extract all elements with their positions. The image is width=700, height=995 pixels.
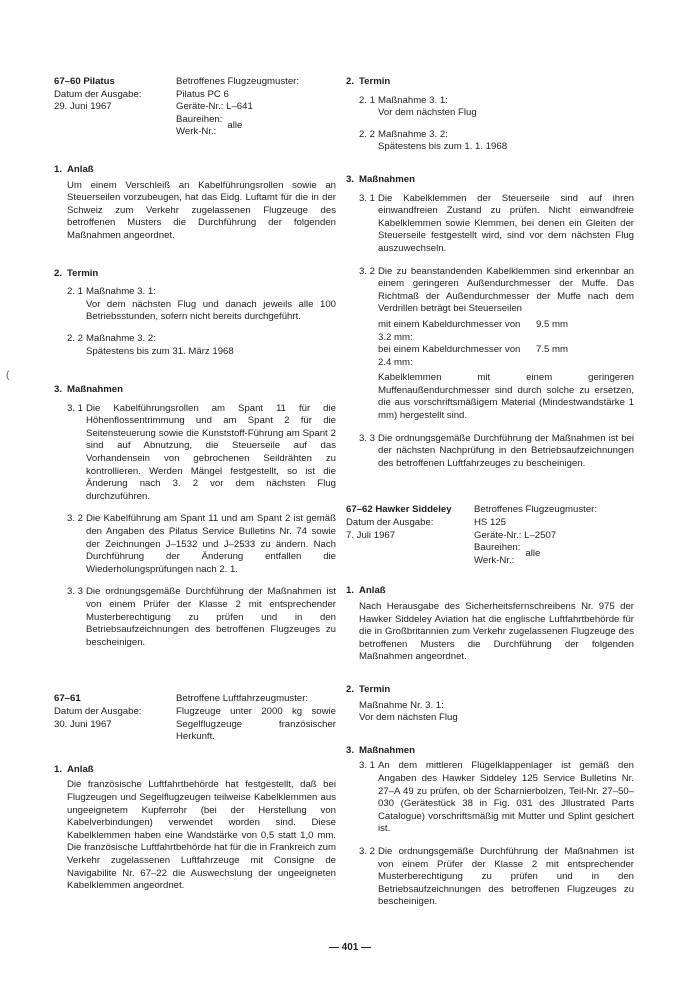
measure-text: Die ordnungsgemäße Durchführung der Maßnahmen ist von einem Prüfer der Klasse 2 mit entsprechender Musterberechtigung zu prüfen und in den Betriebsaufzeichnungen des betroffenen Flugzeuges zu bescheinigen. — [378, 845, 634, 908]
issue-date: 29. Juni 1967 — [54, 101, 112, 113]
alle-value: alle — [227, 119, 243, 131]
dimension-label: mit einem Kabeldurchmesser von 3.2 mm: — [378, 318, 521, 343]
measure-number: 3. 1 — [67, 402, 84, 414]
baureihen-label: Baureihen: — [176, 113, 223, 125]
aircraft-model: HS 125 — [474, 517, 506, 529]
aircraft-label: Betroffene Luftfahrzeugmuster: — [176, 693, 309, 705]
issue-label: Datum der Ausgabe: — [346, 517, 434, 529]
section-number: 2. — [346, 683, 355, 695]
subsection — [54, 286, 336, 299]
subsection — [346, 95, 634, 108]
werk-label: Werk-Nr.: — [474, 554, 515, 566]
ad-6761-id: 67–61 — [54, 693, 81, 705]
measure-text: Kabelklemmen mit einem geringeren Muffenaußendurchmesser sind durch solche zu ersetzen, die aus vorschriftsmäßigem Material (Mindestwandstärke 1 mm) hergestellt sind. — [378, 372, 634, 422]
section-text: Nach Herausgabe des Sicherheitsfernschreibens Nr. 975 der Hawker Siddeley Aviation hat die englische Luftfahrtbehörde für die in Großbritannien zum Verkehr zugelassenen Flugzeuge des betroffenen Musters die Durchführung der folgenden Maßnahmen angeordnet. — [359, 601, 634, 663]
section-number: 3. — [54, 384, 63, 396]
dimension-value: 7.5 mm — [536, 344, 568, 356]
section-heading — [54, 384, 336, 397]
section-heading — [54, 164, 336, 177]
measure-text: Die Kabelklemmen der Steuerseile sind auf ihren einwandfreien Zustand zu prüfen. Nicht einwandfreie Kabelklemmen sowie Klemmen, bei denen ein Gleiten der Steuerseile festgestellt wird, sind vor dem nächsten Flug auszuwechseln. — [378, 192, 634, 254]
section-title: Termin — [359, 76, 391, 87]
section-number: 1. — [54, 163, 63, 175]
subsection-text: Vor dem nächsten Flug — [378, 107, 477, 119]
section-title: Maßnahmen — [359, 173, 415, 185]
measure-item — [346, 846, 634, 909]
measure-number: 3. 2 — [359, 265, 376, 277]
aircraft-label: Betroffenes Flugzeugmuster: — [474, 504, 598, 516]
measure-text: Die ordnungsgemäße Durchführung der Maßnahmen ist bei der nächsten Nachprüfung in den Betriebsaufzeichnungen des betroffenen Luftfahrzeuges zu bescheinigen. — [378, 432, 634, 469]
section-number: 1. — [346, 585, 355, 597]
issue-label: Datum der Ausgabe: — [54, 88, 142, 100]
subsection-title: Maßnahme 3. 2: — [86, 332, 156, 344]
section-title: Anlaß — [359, 585, 386, 597]
measure-item — [346, 193, 634, 256]
aircraft-model: Flugzeuge unter 2000 kg sowie Segelflugzeuge französischer Herkunft. — [176, 705, 336, 743]
subsection-number: 2. 1 — [67, 286, 84, 298]
section-title: Termin — [359, 683, 391, 695]
measure-item — [54, 513, 336, 576]
measure-item — [346, 760, 634, 836]
section-number: 3. — [346, 744, 355, 756]
measure-number: 3. 1 — [359, 760, 376, 772]
subsection-number: 2. 1 — [359, 94, 376, 106]
section-number: 1. — [54, 763, 63, 775]
subsection-number: 2. 2 — [359, 128, 376, 140]
section-title: Anlaß — [67, 763, 94, 775]
ad-6762-id: 67–62 Hawker Siddeley — [346, 504, 452, 516]
measure-text: An dem mittleren Flügelklappenlager ist gemäß den Angaben des Hawker Siddeley 125 Service Bulletins Nr. 27–A 49 zu prüfen, ob der Scharnierbolzen, Teil-Nr. 27–50–030 (Gerätestück 38 in Fig. 031 des Jllustrated Parts Catalogue) vorschriftsmäßig mit Mutter und Splint gesichert ist. — [378, 760, 634, 835]
dimension-label: bei einem Kabeldurchmesser von 2.4 mm: — [378, 344, 521, 368]
subsection-title: Maßnahme 3. 2: — [378, 128, 448, 140]
subsection-text: Spätestens bis zum 1. 1. 1968 — [378, 141, 508, 153]
aircraft-label: Betroffenes Flugzeugmuster: — [176, 76, 300, 87]
section-heading — [346, 174, 634, 187]
section-heading — [346, 76, 634, 89]
section-number: 2. — [54, 267, 63, 279]
measure-item — [346, 433, 634, 471]
section-title: Maßnahmen — [359, 744, 415, 756]
section-title: Termin — [67, 267, 99, 279]
ad-6760-header — [54, 76, 336, 139]
section-heading — [54, 268, 336, 281]
werk-label: Werk-Nr.: — [176, 126, 217, 138]
subsection-title: Maßnahme Nr. 3. 1: — [359, 699, 444, 711]
section-heading — [54, 764, 336, 777]
measure-item — [54, 403, 336, 504]
ad-6762-header — [346, 504, 634, 567]
subsection-text: Vor dem nächsten Flug — [359, 712, 458, 724]
dimension-value: 9.5 mm — [536, 318, 568, 330]
measure-number: 3. 3 — [67, 586, 84, 598]
measure-number: 3. 3 — [359, 432, 376, 444]
dimension-row — [346, 344, 634, 369]
issue-date: 7. Juli 1967 — [346, 529, 396, 541]
measure-item — [54, 586, 336, 649]
subsection — [54, 333, 336, 346]
margin-mark: ( — [6, 370, 10, 381]
right-column — [346, 76, 634, 909]
ad-6761-header — [54, 693, 336, 743]
aircraft-model: Pilatus PC 6 — [176, 88, 229, 100]
ad-6760-id: 67–60 Pilatus — [54, 76, 115, 87]
section-heading — [346, 585, 634, 598]
measure-text: Die zu beanstandenden Kabelklemmen sind erkennbar an einem geringeren Außendurchmesser der Muffe. Das Richtmaß der Außendurchmesser der Muffe nach dem Verdrillen beträgt bei Steuerseilen — [378, 265, 634, 315]
section-number: 3. — [346, 173, 355, 185]
geraete-nr: Geräte-Nr.: L–2507 — [474, 529, 557, 541]
section-title: Maßnahmen — [67, 384, 123, 396]
section-heading — [346, 745, 634, 758]
subsection-title: Maßnahme 3. 1: — [378, 94, 448, 106]
section-number: 2. — [346, 76, 355, 87]
baureihen-label: Baureihen: — [474, 542, 521, 554]
dimension-row — [346, 319, 634, 344]
section-text: Um einem Verschleiß an Kabelführungsrollen sowie an Steuerseilen vorzubeugen, hat das Eidg. Luftamt für die in der Schweiz zum Verkehr zugelassenen Flugzeuge des betroffenen Musters die Durchführung der folgenden Maßnahmen angeordnet. — [67, 179, 336, 241]
geraete-nr: Geräte-Nr.: L–641 — [176, 101, 253, 113]
left-column — [54, 76, 336, 893]
alle-value: alle — [525, 548, 541, 560]
page-number: — 401 — — [328, 942, 372, 953]
measure-number: 3. 1 — [359, 192, 376, 204]
issue-date: 30. Juni 1967 — [54, 718, 112, 730]
section-text: Die französische Luftfahrtbehörde hat festgestellt, daß bei Flugzeugen und Segelflugzeugen teilweise Kabelklemmen aus ungeeignetem Kupferrohr (bei der Herstellung von Kabelverbindungen) verwendet worden sind. Diese Kabelklemmen haben eine Wandstärke von 0,5 statt 1,0 mm. Die französische Luftfahrtbehörde hat für die in Frankreich zum Verkehr zugelassenen Luftfahrzeuge mit Consigne de Navigabilite Nr. 67–22 die Auswechslung der ungeeigneten Kabelklemmen angeordnet. — [67, 779, 336, 892]
subsection-title: Maßnahme 3. 1: — [86, 286, 156, 298]
subsection-number: 2. 2 — [67, 332, 84, 344]
subsection — [346, 129, 634, 142]
measure-text: Die ordnungsgemäße Durchführung der Maßnahmen ist von einem Prüfer der Klasse 2 mit entsprechender Musterberechtigung zu prüfen und in den Betriebsaufzeichnungen des betroffenen Flugzeuges zu bescheinigen. — [86, 586, 336, 648]
measure-text: Die Kabelführungsrollen am Spant 11 für die Höhenflossentrimmung und am Spant 2 für die Seitensteuerung sowie die Kunststoff-Führung am Spant 2 sind auf Abnutzung, die Steuerseile auf das Vorhandensein von gebrochenen Seildrähten zu kontrollieren. Werden Mängel festgestellt, so ist die Änderung nach 3. 2 vor dem nächsten Flug durchzuführen. — [86, 402, 336, 502]
measure-number: 3. 2 — [359, 845, 376, 857]
measure-text: Die Kabelführung am Spant 11 und am Spant 2 ist gemäß den Angaben des Pilatus Service Bulletins Nr. 74 sowie der Zeichnungen J–1532 und J–2533 zu ändern. Nach Durchführung der Änderung entfallen die Wiederholungsprüfungen nach 2. 1. — [86, 513, 336, 575]
measure-number: 3. 2 — [67, 513, 84, 525]
section-heading — [346, 684, 634, 697]
section-title: Anlaß — [67, 163, 94, 175]
subsection-text: Vor dem nächsten Flug und danach jeweils alle 100 Betriebsstunden, sofern nicht bereits durchgeführt. — [86, 298, 336, 323]
subsection-text: Spätestens bis zum 31. März 1968 — [86, 345, 234, 357]
issue-label: Datum der Ausgabe: — [54, 705, 142, 717]
measure-item — [346, 266, 634, 316]
